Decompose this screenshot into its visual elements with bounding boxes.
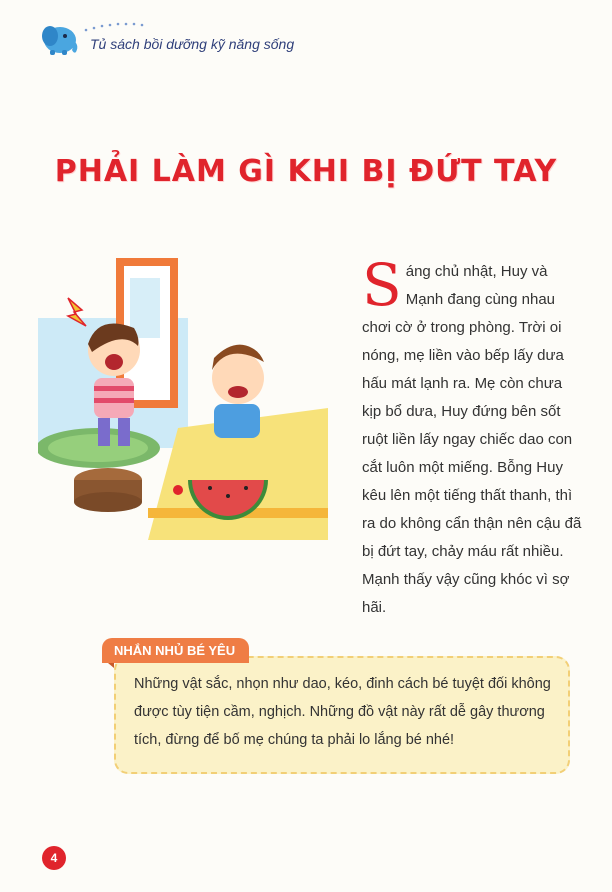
page-title: PHẢI LÀM GÌ KHI BỊ ĐỨT TAY xyxy=(54,154,558,189)
decorative-dots xyxy=(82,20,222,34)
story-text: áng chủ nhật, Huy và Mạnh đang cùng nhau chơi cờ ở trong phòng. Trời oi nóng, mẹ liền vào bếp lấy dưa hấu mát lạnh ra. Mẹ còn chưa kịp bổ dưa, Huy đứng bên sốt ruột liền lấy ngay chiếc dao con cắt luôn một miếng. Bỗng Huy kêu lên một tiếng thất thanh, thì ra do không cẩn thận nên cậu đã bị đứt tay, chảy máu rất nhiều. Mạnh thấy vậy cũng khóc vì sợ hãi. xyxy=(362,263,582,616)
story-illustration xyxy=(38,258,328,540)
advice-box xyxy=(114,656,570,774)
advice-text: Những vật sắc, nhọn như dao, kéo, đinh cách bé tuyệt đối không được tùy tiện cầm, nghịch. Những đồ vật này rất dễ gây thương tích, đừng để bố mẹ chúng ta phải lo lắng bé nhé! xyxy=(134,676,551,748)
page-number: 4 xyxy=(42,846,66,870)
dropcap-letter: S xyxy=(362,251,402,319)
elephant-icon xyxy=(38,20,80,56)
page-header xyxy=(38,14,578,60)
series-title: Tủ sách bồi dưỡng kỹ năng sống xyxy=(90,36,295,52)
story-paragraph xyxy=(362,251,584,622)
advice-label: NHẮN NHỦ BÉ YÊU xyxy=(102,638,249,663)
